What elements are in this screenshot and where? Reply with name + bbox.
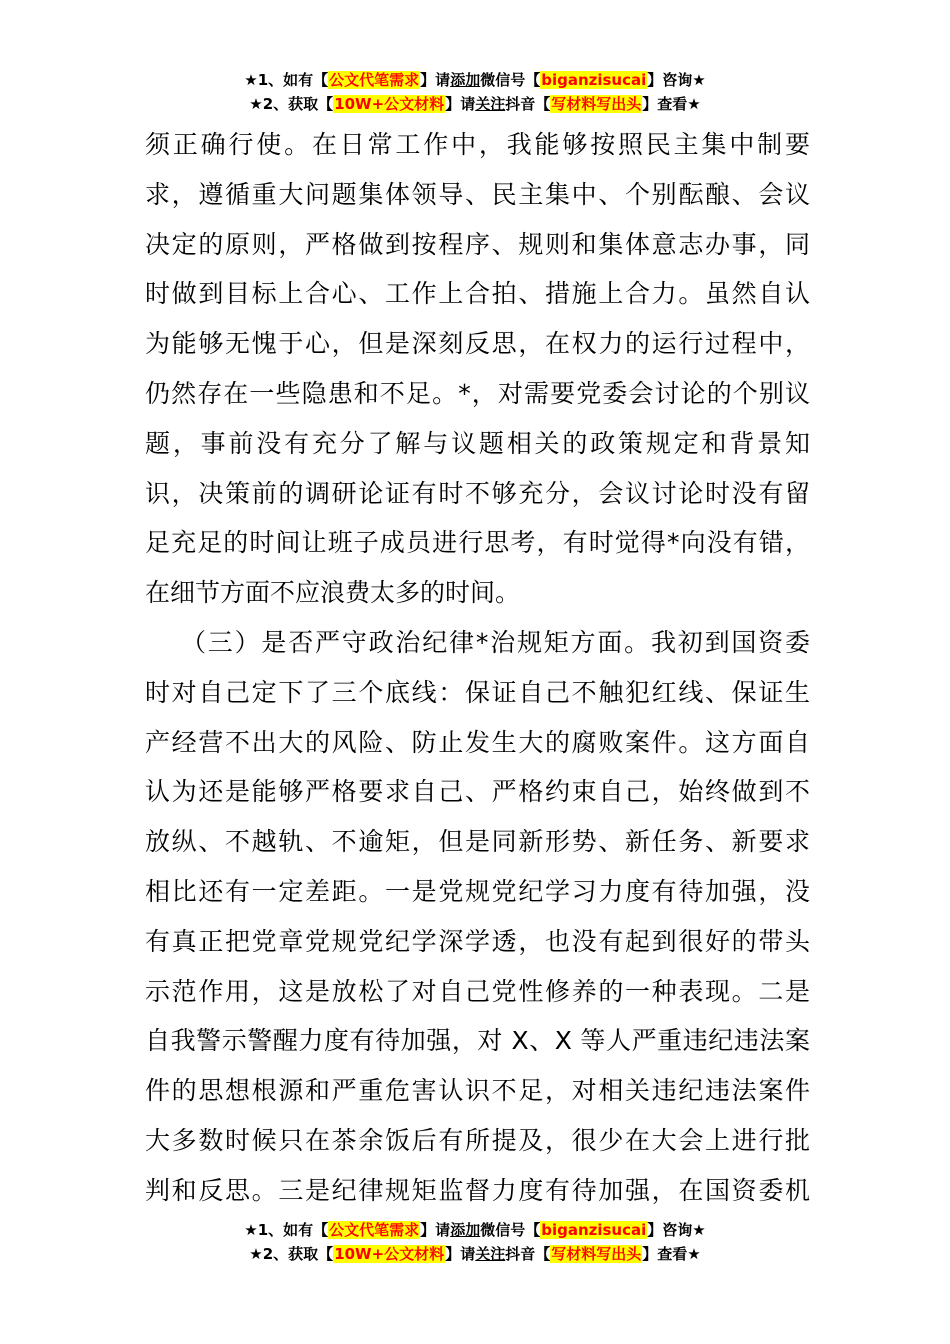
body-line: 足充足的时间让班子成员进行思考，有时觉得*向没有错，	[145, 528, 810, 558]
body-line: 须正确行使。在日常工作中，我能够按照民主集中制要	[145, 130, 810, 159]
banner-underlined-add: 添加	[450, 1221, 481, 1239]
body-line: 求，遵循重大问题集体领导、民主集中、个别酝酿、会议	[145, 179, 810, 209]
banner-underlined-follow: 关注	[475, 1245, 506, 1263]
banner-highlight-materials: 10W+公文材料	[334, 1245, 445, 1263]
banner-text: 】请	[420, 1221, 451, 1239]
banner-text: 】咨询★	[647, 1221, 706, 1239]
body-line: 产经营不出大的风险、防止发生大的腐败案件。这方面自	[145, 727, 810, 757]
body-line: 认为还是能够严格要求自己、严格约束自己，始终做到不	[145, 777, 810, 807]
document-body	[145, 120, 810, 1216]
section-heading-line: （三）是否严守政治纪律*治规矩方面。我初到国资委	[181, 627, 810, 657]
body-line: 识，决策前的调研论证有时不够充分，会议讨论时没有留	[145, 478, 810, 508]
body-line: 时对自己定下了三个底线：保证自己不触犯红线、保证生	[145, 677, 810, 707]
banner-highlight-douyin: 写材料写出头	[551, 1245, 642, 1263]
banner-text: ★1、如有【	[244, 71, 329, 89]
body-line: 在细节方面不应浪费太多的时间。	[145, 578, 521, 608]
banner-highlight-ghostwriting: 公文代笔需求	[329, 1221, 420, 1239]
body-line: 时做到目标上合心、工作上合拍、措施上合力。虽然自认	[145, 279, 810, 309]
body-line: 决定的原则，严格做到按程序、规则和集体意志办事，同	[145, 229, 810, 259]
banner-highlight-wechat-id: biganzisucai	[541, 1221, 647, 1239]
banner-highlight-wechat-id: biganzisucai	[541, 71, 647, 89]
body-line: 件的思想根源和严重危害认识不足，对相关违纪违法案件	[145, 1076, 810, 1106]
banner-text: 】请	[445, 95, 476, 113]
banner-text: 】查看★	[642, 95, 701, 113]
body-line: 放纵、不越轨、不逾矩，但是同新形势、新任务、新要求	[145, 827, 810, 857]
banner-text: ★2、获取【	[249, 95, 334, 113]
body-line: 判和反思。三是纪律规矩监督力度有待加强，在国资委机	[145, 1175, 810, 1205]
banner-text: 抖音【	[505, 1245, 551, 1263]
banner-text: ★2、获取【	[249, 1245, 334, 1263]
banner-text: ★1、如有【	[244, 1221, 329, 1239]
banner-highlight-materials: 10W+公文材料	[334, 95, 445, 113]
banner-text: 】请	[445, 1245, 476, 1263]
banner-line-1	[0, 1218, 950, 1242]
body-line: 自我警示警醒力度有待加强，对 X、X 等人严重违纪违法案	[145, 1026, 810, 1056]
banner-line-2	[0, 1242, 950, 1266]
body-line: 题，事前没有充分了解与议题相关的政策规定和背景知	[145, 428, 810, 458]
body-line: 大多数时候只在茶余饭后有所提及，很少在大会上进行批	[145, 1125, 810, 1155]
body-line: 为能够无愧于心，但是深刻反思，在权力的运行过程中，	[145, 329, 810, 359]
bottom-banner	[0, 1218, 950, 1266]
banner-text: 】咨询★	[647, 71, 706, 89]
banner-text: 抖音【	[505, 95, 551, 113]
banner-line-1	[0, 68, 950, 92]
banner-text: 微信号【	[480, 71, 541, 89]
body-line: 有真正把党章党规党纪学深学透，也没有起到很好的带头	[145, 926, 810, 956]
banner-underlined-add: 添加	[450, 71, 481, 89]
banner-highlight-douyin: 写材料写出头	[551, 95, 642, 113]
top-banner	[0, 68, 950, 116]
banner-text: 微信号【	[480, 1221, 541, 1239]
banner-text: 】请	[420, 71, 451, 89]
body-line: 示范作用，这是放松了对自己党性修养的一种表现。二是	[145, 976, 810, 1006]
body-line: 相比还有一定差距。一是党规党纪学习力度有待加强，没	[145, 876, 810, 906]
body-line: 仍然存在一些隐患和不足。*，对需要党委会讨论的个别议	[145, 378, 810, 408]
banner-line-2	[0, 92, 950, 116]
banner-underlined-follow: 关注	[475, 95, 506, 113]
banner-text: 】查看★	[642, 1245, 701, 1263]
banner-highlight-ghostwriting: 公文代笔需求	[329, 71, 420, 89]
